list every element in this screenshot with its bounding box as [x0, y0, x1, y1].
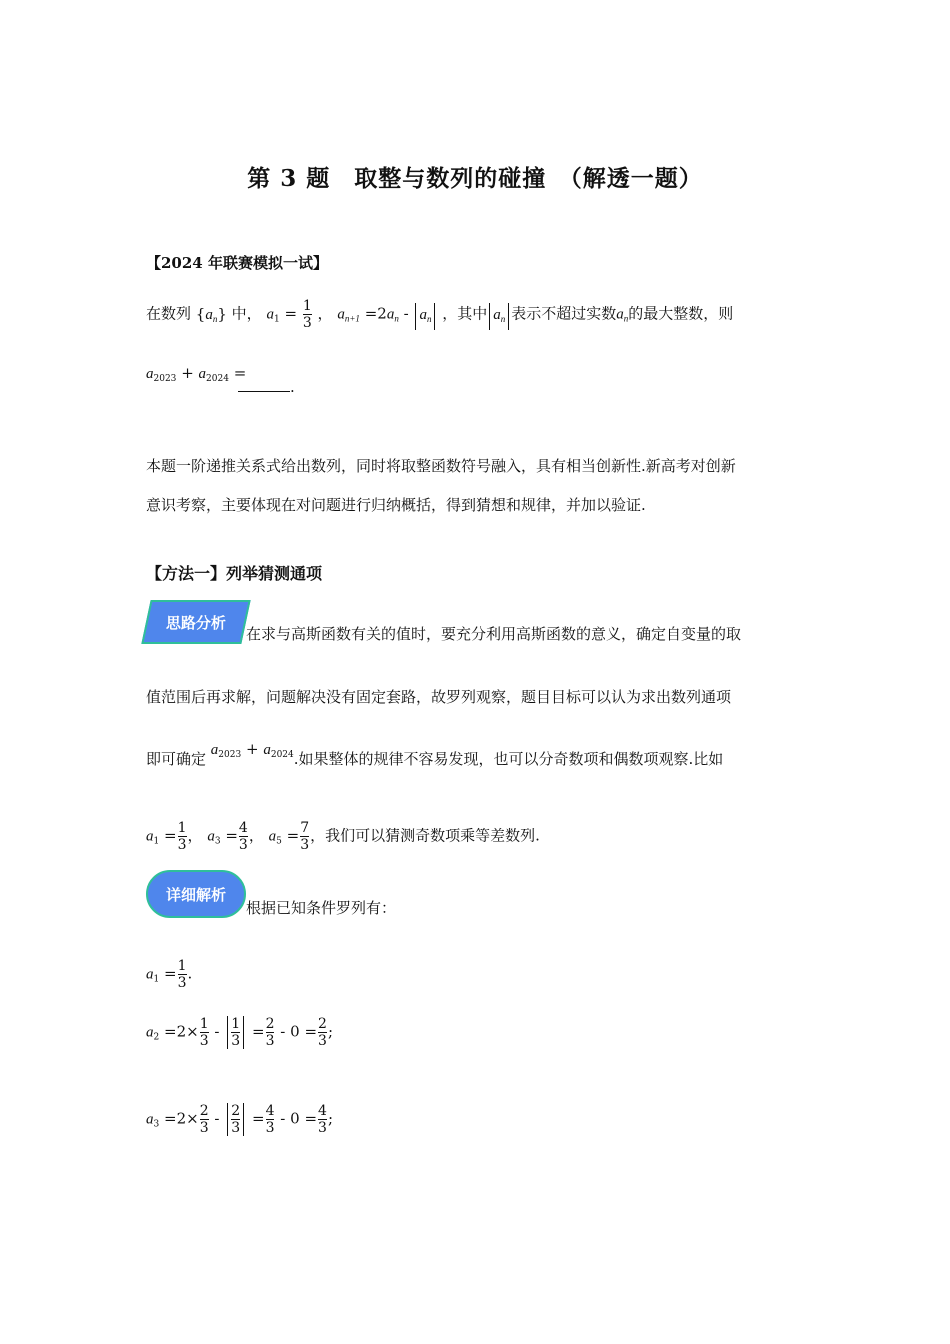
eq-sign: =	[304, 1022, 318, 1041]
fraction-1-3	[178, 820, 187, 853]
eq-sign: =	[251, 1022, 265, 1041]
eq-sign: =	[225, 826, 238, 845]
sub-3: 3	[214, 836, 221, 847]
coef-2: 2	[176, 1109, 187, 1128]
minus-sign: -	[403, 304, 409, 323]
numerator: 2	[199, 1103, 209, 1119]
sub-3: 3	[153, 1119, 160, 1130]
numerator: 4	[238, 820, 248, 836]
eq-a2	[146, 1016, 333, 1049]
denominator: 3	[302, 315, 312, 331]
numerator: 4	[318, 1103, 327, 1119]
denominator: 3	[231, 1033, 241, 1049]
numerator: 1	[302, 298, 312, 314]
semicolon: ;	[327, 1109, 334, 1128]
times-sign: ×	[186, 1022, 199, 1041]
coef-2: 2	[176, 1022, 187, 1041]
floor-bracket	[227, 1103, 244, 1136]
eq-sign: =	[286, 826, 300, 845]
sub-2: 2	[153, 1032, 160, 1043]
numerator: 1	[177, 958, 187, 974]
fraction-2-3	[318, 1016, 327, 1049]
var-a: a	[146, 828, 154, 845]
denominator: 3	[265, 1120, 275, 1136]
sub-2023: 2023	[153, 374, 177, 384]
minus-sign: -	[214, 1022, 220, 1041]
problem-statement	[146, 298, 733, 331]
coef-2: 2	[377, 304, 387, 323]
times-sign: ×	[186, 1109, 199, 1128]
sub-1: 1	[153, 974, 160, 985]
sub-2024: 2024	[270, 750, 294, 760]
blank-line	[238, 377, 290, 392]
eq-sign: =	[164, 1109, 177, 1128]
numerator: 1	[199, 1016, 209, 1032]
var-a: a	[198, 366, 207, 382]
var-a: a	[419, 306, 427, 323]
detail-badge	[146, 870, 246, 918]
plus-sign: +	[245, 740, 259, 758]
var-a: a	[386, 306, 395, 323]
fraction-4-3	[266, 1103, 275, 1136]
denominator: 3	[199, 1033, 209, 1049]
intro-line-1: 本题一阶递推关系式给出数列，同时将取整函数符号融入，具有相当创新性.新高考对创新	[146, 457, 736, 475]
eq-sign: =	[304, 1109, 318, 1128]
problem-text-1: 在数列	[146, 304, 192, 323]
problem-source: 【2024 年联赛模拟一试】	[146, 254, 328, 272]
var-a: a	[146, 966, 154, 983]
sub-n: n	[212, 313, 218, 324]
var-a: a	[146, 366, 154, 382]
var-a: a	[266, 306, 274, 323]
detail-badge-label: 详细解析	[165, 885, 226, 904]
think-line-3-post: .如果整体的规律不容易发现，也可以分奇数项和偶数项观察.比如	[293, 750, 724, 768]
guess-text: ，我们可以猜测奇数项乘等差数列.	[310, 826, 540, 845]
answer-blank	[238, 376, 295, 398]
sub-1: 1	[153, 836, 160, 847]
zero: 0	[290, 1109, 300, 1128]
numerator: 7	[300, 820, 310, 836]
problem-text-5: 的最大整数，则	[628, 304, 734, 323]
denominator: 3	[318, 1033, 327, 1049]
var-a: a	[263, 742, 271, 758]
eq-sign: =	[164, 1022, 177, 1041]
sub-n1: n+1	[344, 313, 360, 324]
var-a: a	[146, 1024, 154, 1041]
var-a: a	[616, 306, 624, 323]
fraction-4-3	[318, 1103, 327, 1136]
period: .	[187, 964, 193, 983]
denominator: 3	[238, 837, 248, 853]
var-a: a	[205, 306, 213, 323]
eq-sign: =	[284, 304, 298, 323]
seq-braces: $\{a_n\}$	[195, 304, 227, 324]
fraction-1-3	[231, 1016, 240, 1049]
sub-2024: 2024	[206, 374, 229, 384]
eq-sign: =	[164, 826, 177, 845]
think-badge	[141, 600, 250, 644]
denominator: 3	[199, 1120, 209, 1136]
answer-line	[146, 362, 246, 390]
denominator: 3	[300, 837, 310, 853]
problem-text-3: ，其中	[442, 304, 488, 323]
comma: ，	[317, 304, 333, 323]
think-line-3-pre: 即可确定	[146, 750, 207, 768]
numerator: 2	[231, 1103, 241, 1119]
problem-text-2: 中，	[231, 304, 262, 323]
sub-5: 5	[276, 836, 282, 847]
plus-sign: +	[181, 364, 194, 382]
sub-n: n	[500, 313, 506, 324]
problem-text-4: 表示不超过实数	[511, 304, 617, 323]
eq-a1	[146, 958, 192, 991]
sub-n: n	[394, 313, 399, 324]
var-a: a	[207, 828, 215, 845]
comma: ，	[248, 826, 264, 845]
think-badge-label: 思路分析	[165, 613, 226, 632]
eq-sign: =	[251, 1109, 265, 1128]
detail-intro: 根据已知条件罗列有：	[246, 899, 397, 917]
fraction-2-3	[200, 1103, 209, 1136]
guess-line	[146, 820, 540, 853]
semicolon: ;	[327, 1022, 334, 1041]
var-a: a	[493, 306, 501, 323]
floor-bracket	[489, 303, 509, 330]
numerator: 4	[265, 1103, 275, 1119]
denominator: 3	[318, 1120, 327, 1136]
numerator: 2	[265, 1016, 275, 1032]
denominator: 3	[231, 1120, 241, 1136]
period: .	[290, 378, 295, 396]
minus-sign: -	[280, 1109, 286, 1128]
fraction-1-3	[200, 1016, 209, 1049]
think-line-3	[146, 740, 724, 776]
denominator: 3	[177, 837, 187, 853]
numerator: 2	[318, 1016, 327, 1032]
target-expression	[211, 740, 294, 758]
floor-bracket	[415, 303, 435, 330]
think-line-1: 在求与高斯函数有关的值时，要充分利用高斯函数的意义，确定自变量的取	[246, 625, 742, 643]
eq-sign: =	[233, 364, 247, 382]
eq-a3	[146, 1103, 333, 1136]
intro-line-2: 意识考察，主要体现在对问题进行归纳概括，得到猜想和规律，并加以验证.	[146, 496, 646, 514]
page-title: 第 3 题 取整与数列的碰撞 （解透一题）	[247, 165, 703, 192]
eq-sign: =	[164, 964, 177, 983]
sub-2023: 2023	[218, 750, 242, 760]
fraction-one-third	[303, 298, 312, 331]
minus-sign: -	[280, 1022, 286, 1041]
var-a: a	[210, 742, 219, 758]
fraction-2-3	[231, 1103, 240, 1136]
sub-1: 1	[273, 314, 280, 325]
sub-n: n	[623, 313, 629, 324]
comma: ，	[187, 826, 203, 845]
fraction-1-3	[178, 958, 187, 991]
floor-bracket	[227, 1016, 244, 1049]
think-line-2: 值范围后再求解，问题解决没有固定套路，故罗列观察，题目目标可以认为求出数列通项	[146, 688, 732, 706]
fraction-2-3	[266, 1016, 275, 1049]
var-a: a	[337, 306, 345, 323]
method-heading: 【方法一】列举猜测通项	[146, 564, 323, 583]
numerator: 1	[177, 820, 187, 836]
zero: 0	[290, 1022, 300, 1041]
minus-sign: -	[214, 1109, 220, 1128]
fraction-7-3	[300, 820, 309, 853]
fraction-4-3	[239, 820, 248, 853]
var-a: a	[268, 828, 277, 845]
denominator: 3	[265, 1033, 275, 1049]
sub-n: n	[426, 313, 432, 324]
eq-sign: =	[364, 304, 378, 323]
var-a: a	[146, 1111, 154, 1128]
numerator: 1	[231, 1016, 241, 1032]
denominator: 3	[177, 975, 187, 991]
